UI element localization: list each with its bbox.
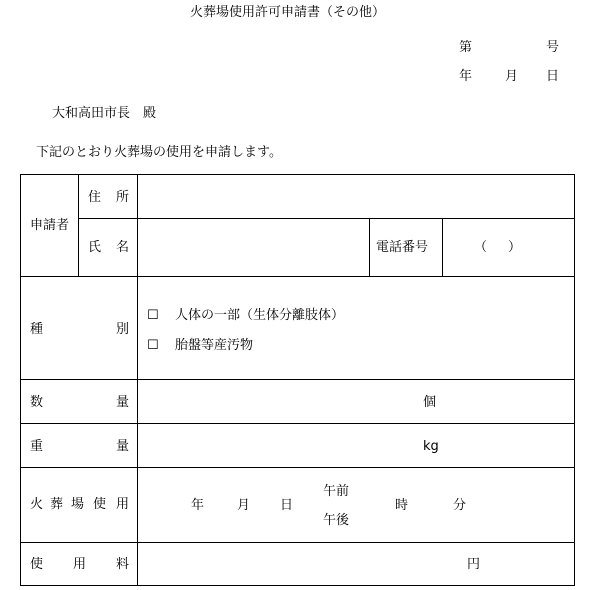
address-label-char: 所 [116,190,130,205]
table-border-bottom [20,585,575,586]
usage-label-char: 使 [93,497,107,512]
applicant-label: 申請者 [30,218,70,233]
document-number-suffix: 号 [546,40,560,55]
fee-label-char: 用 [73,557,87,572]
type-option-label: 胎盤等産汚物 [175,338,254,353]
checkbox[interactable]: ☐ [147,308,159,323]
document-title: 火葬場使用許可申請書（その他） [190,5,386,20]
quantity-label-char: 数 [30,395,44,410]
table-border-right [574,174,575,586]
fee-label-char: 使 [30,557,44,572]
usage-label-char: 火 [30,497,44,512]
type-label-char: 種 [30,322,44,337]
usage-minute-label: 分 [453,498,467,513]
fee-unit: 円 [467,557,481,572]
row-divider-quantity-bottom [20,423,575,424]
row-divider-usage-bottom [20,542,575,543]
phone-field[interactable] [444,220,573,275]
intro-statement: 下記のとおり火葬場の使用を申請します。 [36,145,282,160]
quantity-field[interactable] [139,381,573,422]
type-option-label: 人体の一部（生体分離肢体） [175,308,345,323]
usage-month-label: 月 [237,498,251,513]
usage-hour-label: 時 [395,498,409,513]
fee-label-char: 料 [116,557,130,572]
weight-field[interactable] [139,425,573,466]
weight-label-char: 量 [116,439,130,454]
phone-label-left-divider [369,218,370,276]
date-month-label: 月 [505,69,519,84]
name-label-char: 名 [116,240,130,255]
phone-label: 電話番号 [376,240,429,255]
usage-day-label: 日 [280,498,294,513]
usage-year-label: 年 [191,498,205,513]
row-divider-weight-bottom [20,467,575,468]
usage-label-char: 葬 [50,497,64,512]
row-divider-type-bottom [20,379,575,380]
phone-paren-open: （ [474,240,488,255]
name-label-char: 氏 [88,240,102,255]
address-label-char: 住 [88,190,102,205]
checkbox[interactable]: ☐ [147,338,159,353]
quantity-label-char: 量 [116,395,130,410]
usage-datetime-field[interactable] [139,469,573,541]
usage-am-label[interactable]: 午前 [323,484,350,499]
date-day-label: 日 [546,69,560,84]
document-number-label: 第 [459,40,473,55]
row-divider-applicant-bottom [20,276,575,277]
type-label-char: 別 [116,322,130,337]
weight-label-char: 重 [30,439,44,454]
date-year-label: 年 [459,69,473,84]
address-row-divider [78,218,575,219]
name-field[interactable] [139,220,368,275]
quantity-unit: 個 [423,395,437,410]
table-border-left [20,174,21,586]
usage-label-char: 場 [71,497,85,512]
fee-field[interactable] [139,544,573,584]
phone-paren-close: ） [508,240,522,255]
address-field[interactable] [139,176,573,217]
weight-unit: kg [423,439,439,454]
label-column-divider [137,174,138,586]
phone-label-right-divider [442,218,443,276]
table-border-top [20,174,575,175]
usage-label-char: 用 [116,497,130,512]
addressee: 大和高田市長 殿 [52,106,157,121]
applicant-divider [78,174,79,276]
usage-pm-label[interactable]: 午後 [323,513,350,528]
